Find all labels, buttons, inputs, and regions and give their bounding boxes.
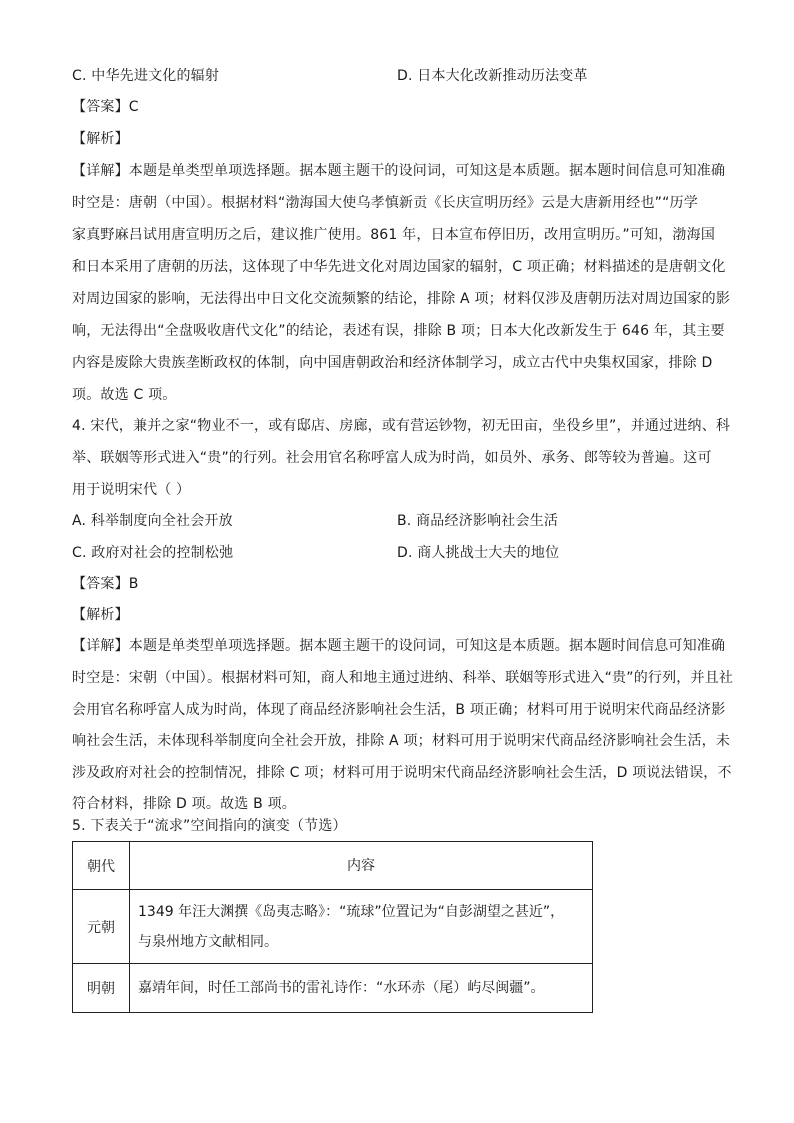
q3-detail-line: 内容是废除大贵族垄断政权的体制，向中国唐朝政治和经济体制学习，成立古代中央集权国家，排除 D [72,355,713,371]
q4-option-d: D. 商人挑战士大夫的地位 [397,545,560,561]
q3-detail-line: 时空是：唐朝（中国）。根据材料“渤海国大使乌孝慎新贡《长庆宣明历经》云是大唐新用经也”“历学 [72,195,698,211]
q3-detail-line: 【详解】本题是单类型单项选择题。据本题主题干的设问词，可知这是本质题。据本题时间信息可知准确 [72,163,726,179]
q4-answer: 【答案】B [72,576,139,592]
q4-analysis-label: 【解析】 [72,607,129,623]
q3-detail-line: 家真野麻吕试用唐宣明历之后，建议推广使用。861 年，日本宣布停旧历，改用宣明历。”可知，渤海国 [72,227,716,243]
q3-detail-line: 对周边国家的影响，无法得出中日文化交流频繁的结论，排除 A 项；材料仅涉及唐朝历法对周边国家的影 [72,291,731,307]
header-dynasty: 朝代 [73,842,130,890]
row-content-line: 1349 年汪大渊撰《岛夷志略》：“琉球”位置记为“自彭湖望之甚近”， [138,903,565,920]
q3-option-d: D. 日本大化改新推动历法变革 [397,68,588,84]
q4-detail-line: 【详解】本题是单类型单项选择题。据本题主题干的设问词，可知这是本质题。据本题时间信息可知准确 [72,638,726,654]
q4-option-b: B. 商品经济影响社会生活 [397,513,559,529]
q3-detail-line: 响，无法得出“全盘吸收唐代文化”的结论，表述有误，排除 B 项；日本大化改新发生于 646 年，其主要 [72,323,725,339]
q5-stem: 5. 下表关于“流求”空间指向的演变（节选） [72,818,347,834]
row-content-line: 与泉州地方文献相同。 [138,933,278,950]
q3-answer: 【答案】C [72,99,139,115]
q4-detail-line: 会用官名称呼富人成为时尚，体现了商品经济影响社会生活，B 项正确；材料可用于说明宋代商品经济影 [72,702,726,718]
q3-analysis-label: 【解析】 [72,131,129,147]
q4-stem-line: 用于说明宋代（ ） [72,482,191,498]
row-content [130,964,593,1013]
q4-stem-line: 4. 宋代，兼并之家“物业不一，或有邸店、房廊，或有营运钞物，初无田亩，坐役乡里”，并通过进纳、科 [72,418,731,434]
dynasty-table [72,841,593,1013]
q4-detail-line: 符合材料，排除 D 项。故选 B 项。 [72,796,296,812]
table-row [73,964,593,1013]
row-content [130,890,593,964]
q3-detail-line: 和日本采用了唐朝的历法，这体现了中华先进文化对周边国家的辐射，C 项正确；材料描述的是唐朝文化 [72,259,726,275]
table-header-row [73,842,593,890]
row-content-line: 嘉靖年间，时任工部尚书的雷礼诗作：“水环赤（尾）屿尽闽疆”。 [138,980,545,996]
q3-detail-line: 项。故选 C 项。 [72,387,177,403]
row-dynasty: 明朝 [73,964,130,1013]
q4-option-c: C. 政府对社会的控制松弛 [72,545,234,561]
q4-option-a: A. 科举制度向全社会开放 [72,513,233,529]
q4-detail-line: 涉及政府对社会的控制情况，排除 C 项；材料可用于说明宋代商品经济影响社会生活，D 项说法错误，不 [72,765,732,781]
q4-stem-line: 举、联姻等形式进入“贵”的行列。社会用官名称呼富人成为时尚，如员外、承务、郎等较为普遍。这可 [72,450,712,466]
table-row [73,890,593,964]
header-content: 内容 [130,842,593,890]
q4-detail-line: 时空是：宋朝（中国）。根据材料可知，商人和地主通过进纳、科举、联姻等形式进入“贵”的行列，并且社 [72,670,734,686]
q4-detail-line: 响社会生活，未体现科举制度向全社会开放，排除 A 项；材料可用于说明宋代商品经济影响社会生活，未 [72,733,731,749]
row-dynasty: 元朝 [73,890,130,964]
q3-option-c: C. 中华先进文化的辐射 [72,68,220,84]
